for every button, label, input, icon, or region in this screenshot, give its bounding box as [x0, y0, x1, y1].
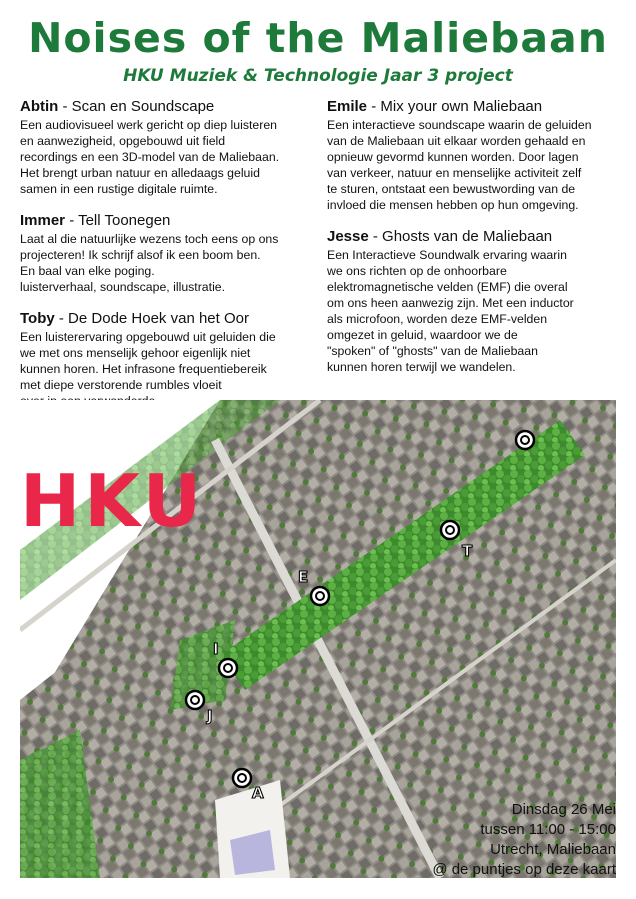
project-title: - De Dode Hoek van het Oor — [54, 310, 249, 327]
project-emile — [327, 97, 619, 213]
project-immer — [20, 211, 312, 295]
project-description: Laat al die natuurlijke wezens toch eens op ons projecteren! Ik schrijf alsof ik een boom ben. En baal van elke poging. luisterverhaal, soundscape, illustratie. — [20, 232, 279, 294]
event-time: tussen 11:00 - 15:00 — [480, 821, 616, 838]
project-name: Emile — [327, 98, 368, 115]
project-title: - Ghosts van de Maliebaan — [368, 228, 553, 245]
svg-text:A: A — [252, 784, 264, 802]
event-place: Utrecht, Maliebaan — [490, 841, 616, 858]
project-title: - Tell Toonegen — [65, 212, 171, 229]
project-abtin — [20, 97, 312, 197]
right-column — [327, 97, 619, 389]
project-title: - Scan en Soundscape — [58, 98, 215, 115]
map-marker-o-top — [516, 431, 534, 449]
project-name: Jesse — [327, 228, 369, 245]
project-title: - Mix your own Maliebaan — [367, 98, 543, 115]
project-description: Een Interactieve Soundwalk ervaring waarin we ons richten op de onhoorbare elektromagnetische velden (EMF) die overal om ons heen aanwezig zijn. Met een inductor als microfoon, worden deze EMF-velden omgezet in geluid, waardoor we de "spoken" of "ghosts" van de Maliebaan kunnen horen terwijl we wandelen. — [327, 248, 574, 374]
project-description: Een audiovisueel werk gericht op diep luisteren en aanwezigheid, opgebouwd uit field recordings en een 3D-model van de Maliebaan. Het brengt urban natuur en alledaags geluid samen in een rustige digitale ruimte. — [20, 118, 280, 196]
svg-text:E: E — [298, 568, 309, 586]
svg-text:T: T — [462, 542, 473, 560]
hku-logo-text: HKU — [20, 459, 206, 543]
left-column — [20, 97, 312, 439]
poster-title: Noises of the Maliebaan — [28, 14, 608, 62]
project-name: Immer — [20, 212, 66, 229]
project-description: Een interactieve soundscape waarin de geluiden van de Maliebaan uit elkaar worden gehaald en opnieuw gevormd kunnen worden. Door lagen van verkeer, natuur en menselijke activiteit zelf te sturen, ontstaat een bewustwording van de invloed die mensen hebben op hun omgeving. — [327, 118, 592, 212]
svg-text:I: I — [213, 640, 219, 658]
project-description: Een luisterervaring opgebouwd uit geluiden die we met ons menselijk gehoor eigenlijk niet kunnen horen. Het infrasone frequentiebereik met diepe verstorende rumbles vloeit — [20, 330, 276, 392]
project-name: Abtin — [20, 98, 59, 115]
event-note: @ de puntjes op deze kaart — [432, 861, 616, 878]
hku-logo — [20, 459, 215, 543]
project-jesse — [327, 227, 619, 375]
svg-text:J: J — [207, 707, 213, 725]
event-date: Dinsdag 26 Mei — [511, 801, 616, 818]
event-info — [432, 800, 616, 880]
project-name: Toby — [20, 310, 55, 327]
poster-subtitle: HKU Muziek & Technologie Jaar 3 project — [123, 66, 513, 86]
